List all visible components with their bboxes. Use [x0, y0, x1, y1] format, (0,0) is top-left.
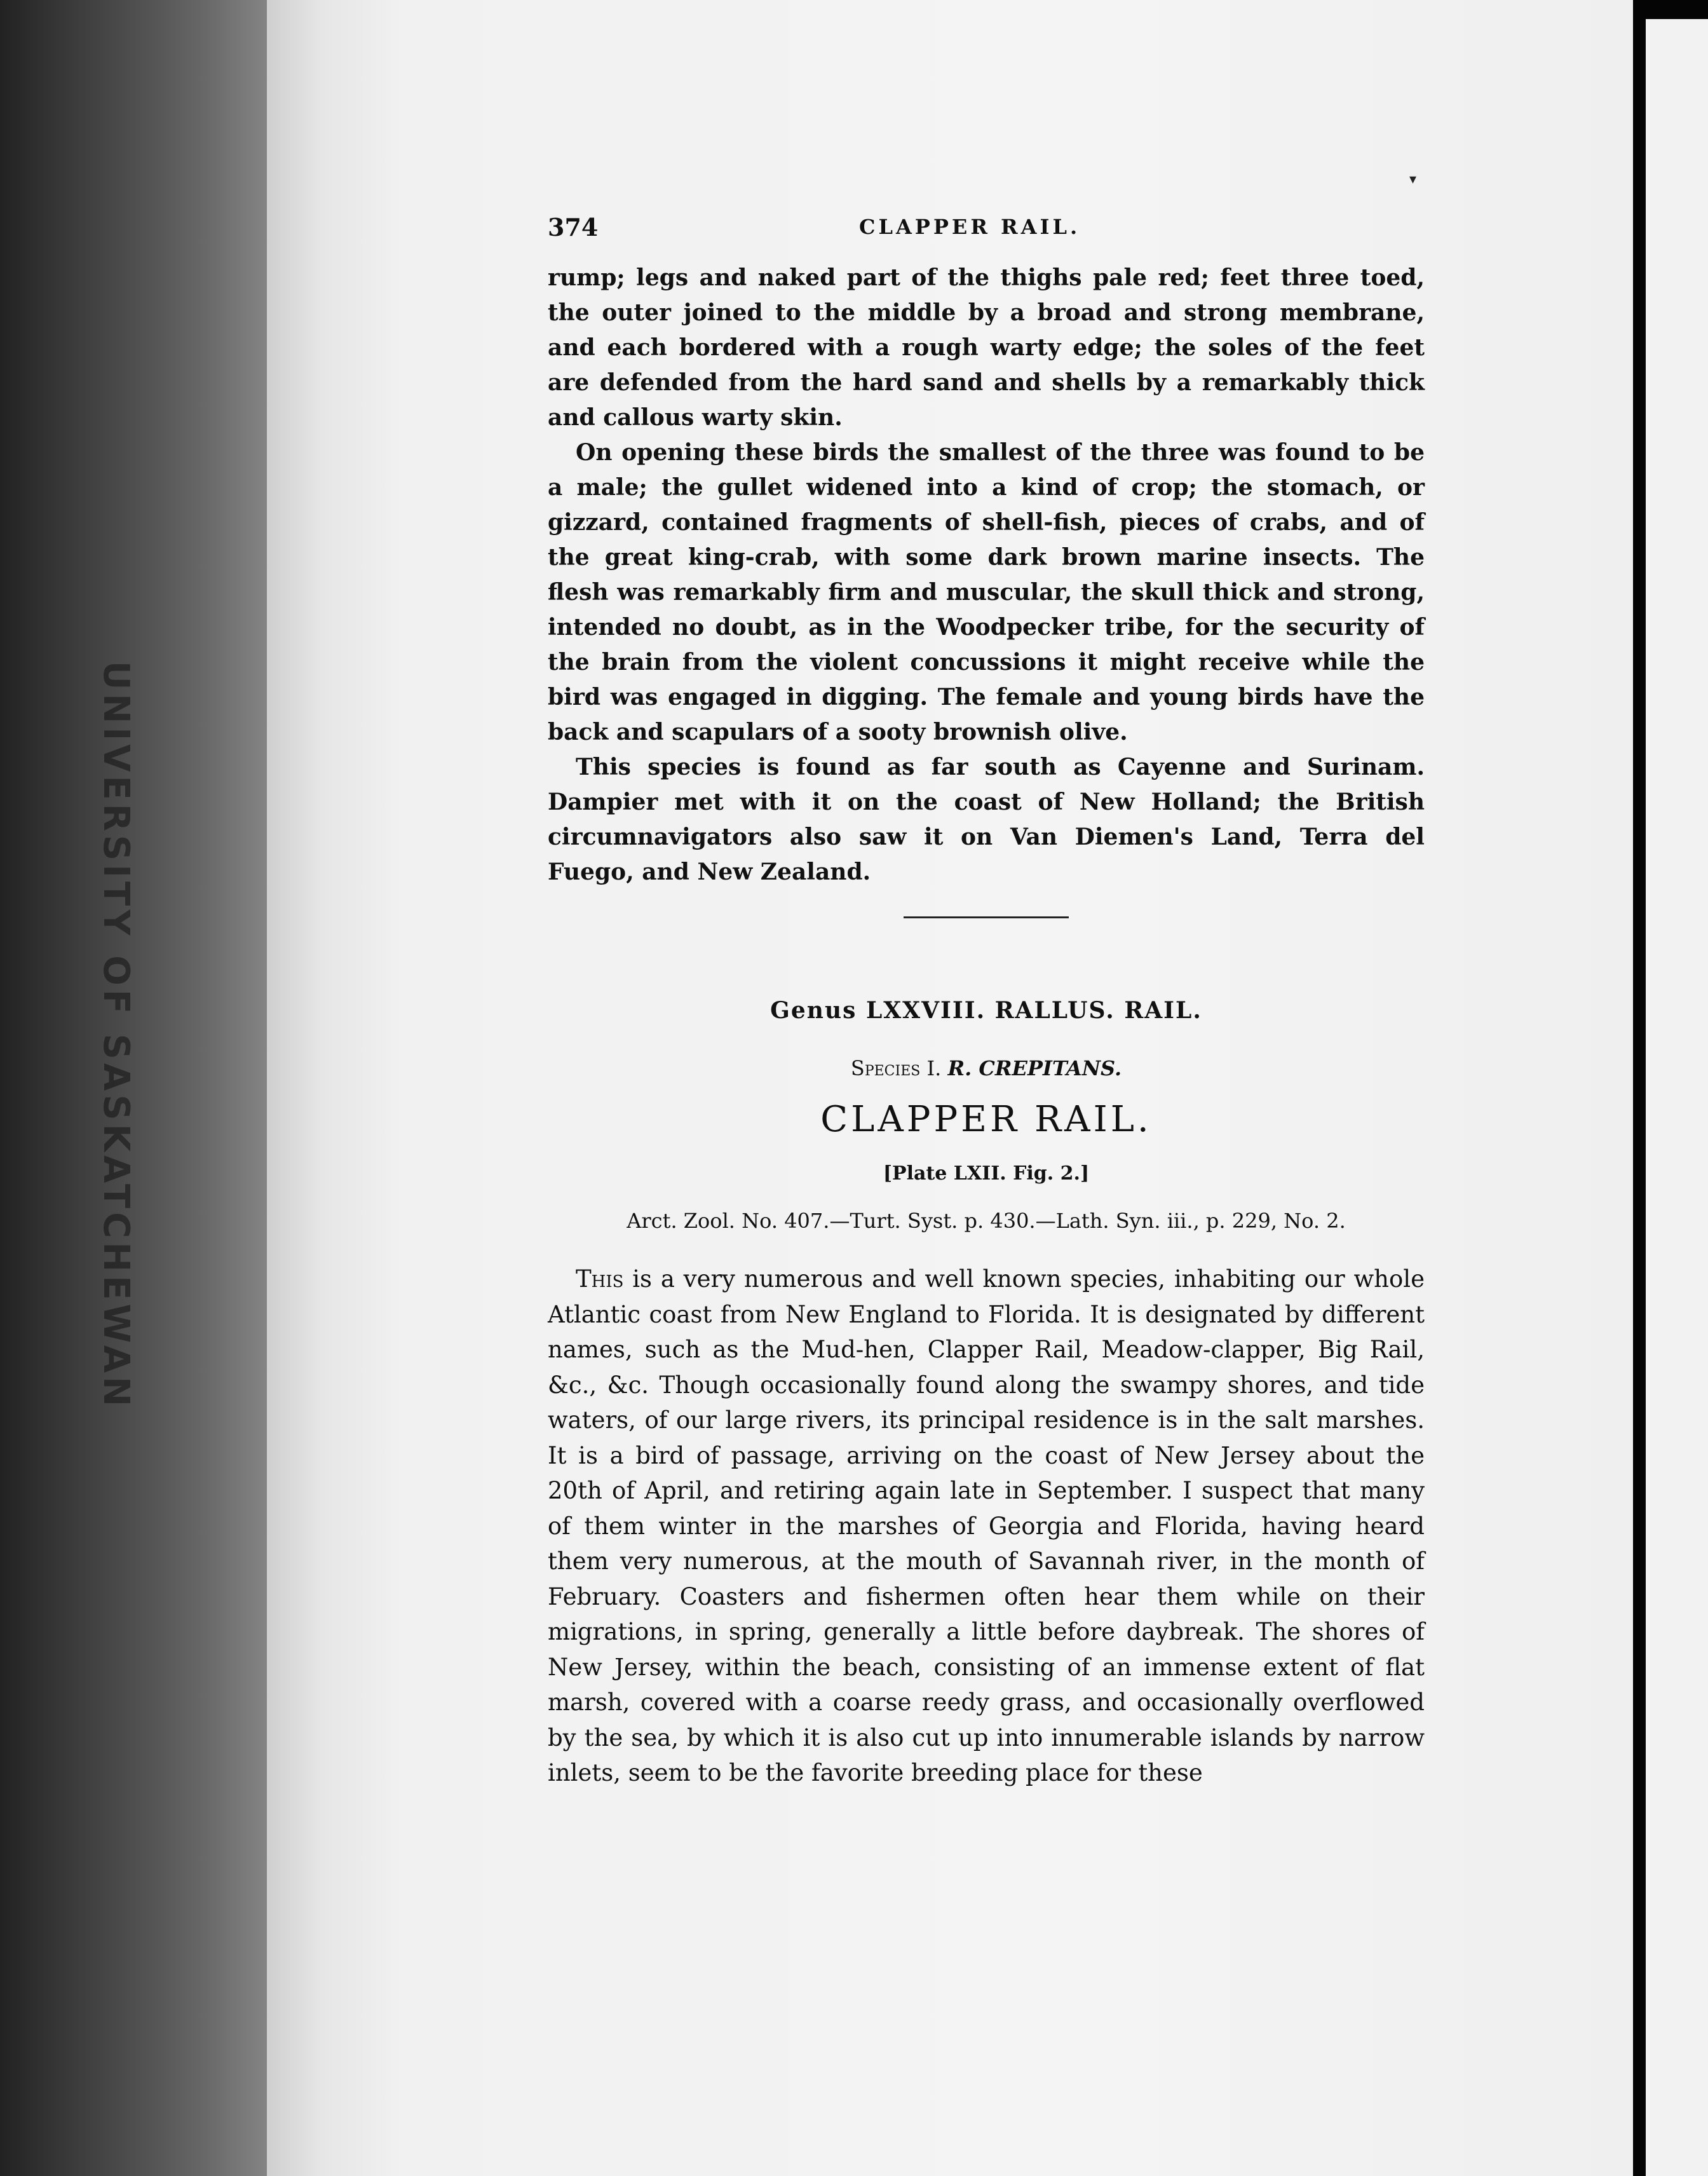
genus-heading: Genus LXXVIII. RALLUS. RAIL.: [770, 997, 1202, 1024]
section-divider: [904, 916, 1069, 918]
paragraph-description: rump; legs and naked part of the thighs pale red; feet three toed, the outer joined to the middle by a broad and strong membrane, and each bordered with a rough warty edge; the soles of the feet are defended from the hard sand and shells by a remarkably thick and callous warty skin.: [548, 264, 1425, 431]
page-text: [548, 210, 1425, 1791]
species-latin-name: R. CREPITANS.: [947, 1056, 1122, 1080]
account-paragraph: [548, 1261, 1425, 1791]
drop-word: This: [576, 1265, 624, 1293]
running-title: CLAPPER RAIL.: [859, 215, 1081, 239]
paragraph-anatomy: On opening these birds the smallest of the three was found to be a male; the gullet widened into a kind of crop; the stomach, or gizzard, contained fragments of shell-fish, pieces of crabs, and of the great king-crab, with some dark brown marine insects. The flesh was remarkably firm and muscular, the skull thick and strong, intended no doubt, as in the Woodpecker tribe, for the security of the brain from the violent concussions it might receive while the bird was engaged in digging. The female and young birds have the back and scapulars of a sooty brownish olive.: [548, 439, 1425, 745]
page-number: 374: [548, 213, 599, 241]
book-spine: [0, 0, 280, 2176]
species-title: CLAPPER RAIL.: [820, 1099, 1152, 1140]
bibliographic-references: Arct. Zool. No. 407.—Turt. Syst. p. 430.—Lath. Syn. iii., p. 229, No. 2.: [627, 1209, 1346, 1233]
next-page-edge: [1646, 19, 1708, 2176]
library-stamp: UNIVERSITY OF SASKATCHEWAN: [95, 661, 137, 1410]
page-header: [548, 210, 1425, 261]
species-heading: [548, 1051, 1425, 1086]
plate-reference: [Plate LXII. Fig. 2.]: [883, 1162, 1090, 1185]
species-prefix: Species I.: [850, 1056, 942, 1080]
species-account: [548, 1261, 1425, 1791]
paragraph-range: This species is found as far south as Cayenne and Surinam. Dampier met with it on the coast of New Holland; the British circumnavigators also saw it on Van Diemen's Land, Terra del Fuego, and New Zealand.: [548, 754, 1425, 885]
speck-mark: ▾: [1409, 172, 1417, 187]
account-text: is a very numerous and well known species, inhabiting our whole Atlantic coast from New England to Florida. It is designated by different names, such as the Mud-hen, Clapper Rail, Meadow-clapper, Big Rail, &c., &c. Though occasionally found along the swampy shores, and tide waters, of our large rivers, its principal residence is in the salt marshes. It is a bird of passage, arriving on the coast of New Jersey about the 20th of April, and retiring again late in September. I suspect that many of them winter in the marshes of Georgia and Florida, having heard them very numerous, at the mouth of Savannah river, in the month of February. Coasters and fishermen often hear them while on their migrations, in spring, generally a little before daybreak. The shores of New Jersey, within the beach, consisting of an immense extent of flat marsh, covered with a coarse reedy grass, and occasionally overflowed by the sea, by which it is also cut up into innumerable islands by narrow inlets, seem to be the favorite breeding place for these: [548, 1265, 1425, 1786]
